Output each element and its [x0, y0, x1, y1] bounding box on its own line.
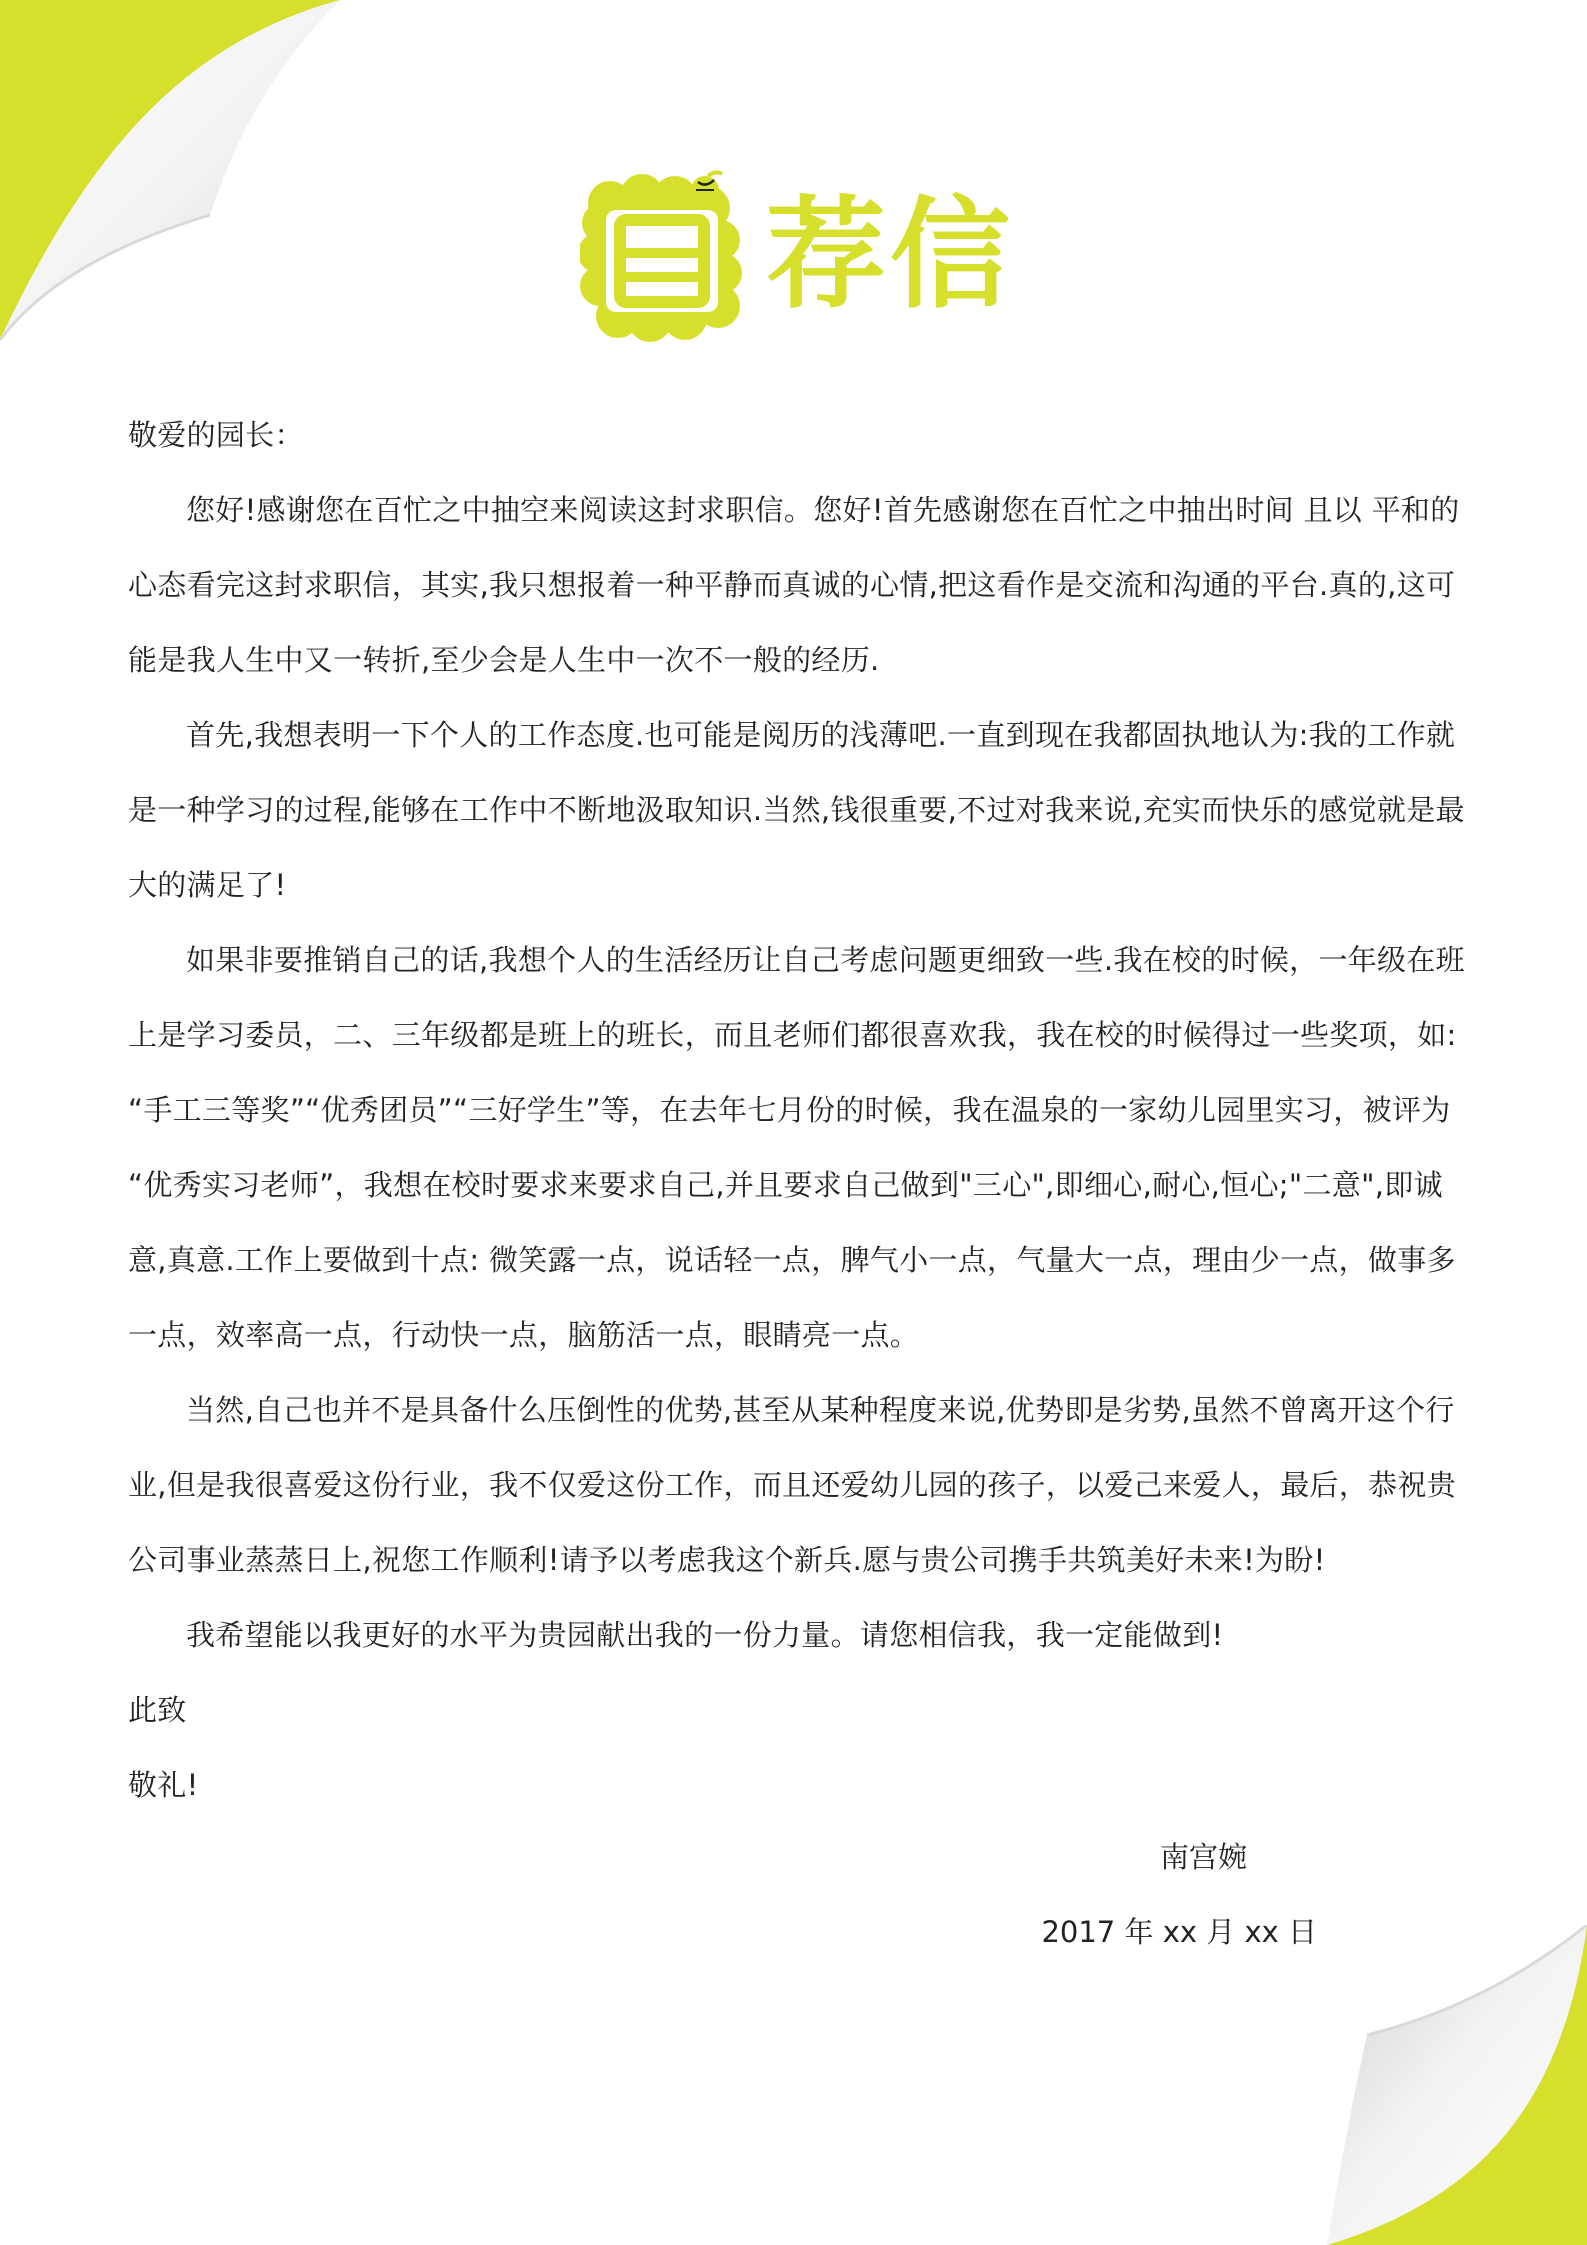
signature-block: [1041, 1820, 1317, 1970]
page-curl-top-left-decoration: [0, 0, 360, 360]
paragraph-1: 您好!感谢您在百忙之中抽空来阅读这封求职信。您好!首先感谢您在百忙之中抽出时间 且以 平和的心态看完这封求职信，其实,我只想报着一种平静而真诚的心情,把这看作是交流和沟通的平台.真的,这可能是我人生中又一转折,至少会是人生中一次不一般的经历.: [128, 493, 1460, 677]
letter-title: [580, 168, 1040, 343]
letter-date: 2017 年 xx 月 xx 日: [1041, 1915, 1317, 1949]
apple-frame-icon: [580, 168, 755, 343]
letter-body: [128, 398, 1473, 1823]
paragraph-3: 如果非要推销自己的话,我想个人的生活经历让自己考虑问题更细致一些.我在校的时候，一年级在班上是学习委员，二、三年级都是班上的班长，而且老师们都很喜欢我，我在校的时候得过一些奖项，如: “手工三等奖”“优秀团员”“三好学生”等，在去年七月份的时候，我在温泉的一家幼儿园里实习，被评为 “优秀实习老师”，我想在校时要求来要求自己,并且要求自己做到"三心",即细心,耐心,恒心;"二意",即诚意,真意.工作上要做到十点: 微笑露一点，说话轻一点，脾气小一点，气量大一点，理由少一点，做事多一点，效率高一点，行动快一点，脑筋活一点，眼睛亮一点。: [128, 943, 1465, 1352]
salutation: 敬爱的园长：: [128, 418, 304, 452]
page-curl-bottom-right-decoration: [1287, 1925, 1587, 2245]
paragraph-4: 当然,自己也并不是具备什么压倒性的优势,甚至从某种程度来说,优势即是劣势,虽然不曾离开这个行业,但是我很喜爱这份行业，我不仅爱这份工作，而且还爱幼儿园的孩子，以爱己来爱人，最后，恭祝贵公司事业蒸蒸日上,祝您工作顺利!请予以考虑我这个新兵.愿与贵公司携手共筑美好未来!为盼!: [128, 1393, 1457, 1577]
title-text: 荐信: [766, 186, 1014, 325]
paragraph-5: 我希望能以我更好的水平为贵园献出我的一份力量。请您相信我，我一定能做到!: [186, 1618, 1224, 1652]
closing-line-2: 敬礼!: [128, 1768, 199, 1802]
paragraph-2: 首先,我想表明一下个人的工作态度.也可能是阅历的浅薄吧.一直到现在我都固执地认为:我的工作就是一种学习的过程,能够在工作中不断地汲取知识.当然,钱很重要,不过对我来说,充实而快乐的感觉就是最大的满足了!: [128, 718, 1465, 902]
closing-line-1: 此致: [128, 1693, 187, 1727]
signer-name: 南宫婉: [1159, 1840, 1247, 1874]
